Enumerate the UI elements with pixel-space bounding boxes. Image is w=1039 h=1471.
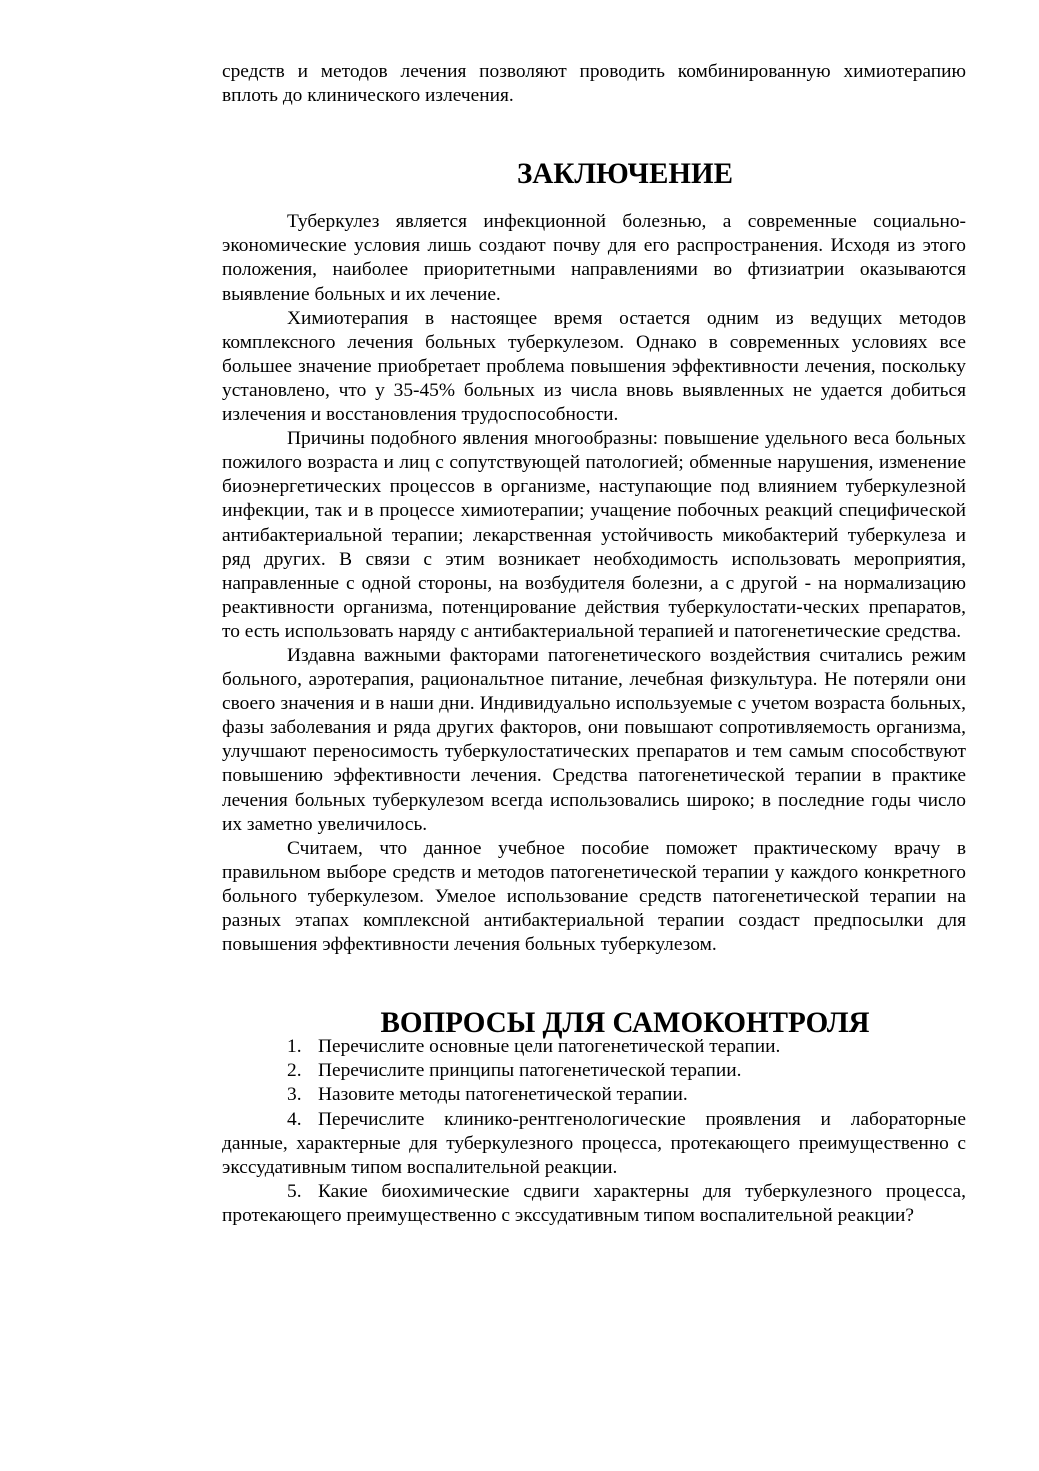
question-item: [222, 1108, 966, 1180]
question-number: 1.: [287, 1036, 302, 1058]
document-page: [222, 60, 966, 1228]
question-text: Назовите методы патогенетической терапии.: [318, 1084, 688, 1106]
question-number: 2.: [287, 1060, 302, 1082]
conclusion-paragraph: Химиотерапия в настоящее время остается одним из ведущих методов комплексного лечения больных туберкулезом. Однако в современных условиях все большее значение приобретает проблема повышения эффективности лечения, поскольку установлено, что у 35-45% больных из числа вновь выявленных не удается добиться излечения и восстановления трудоспособности.: [222, 307, 966, 426]
question-text: Какие биохимические сдвиги характерны для туберкулезного процесса, протекающего преимущественно с экссудативным типом воспалительной реакции?: [222, 1180, 966, 1226]
conclusion-title: ЗАКЛЮЧЕНИЕ: [516, 158, 734, 191]
intro-fragment: средств и методов лечения позволяют проводить комбинированную химиотерапию вплоть до клинического излечения.: [222, 61, 966, 107]
question-text: Перечислите клинико-рентгенологические проявления и лабораторные данные, характерные для туберкулезного процесса, протекающего преимущественно с экссудативным типом воспалительной реакции.: [222, 1108, 966, 1178]
conclusion-body: [222, 210, 966, 957]
question-number: 5.: [287, 1180, 302, 1202]
conclusion-paragraph: Туберкулез является инфекционной болезнью, а современные социально-экономические условия лишь создают почву для его распространения. Исходя из этого положения, наиболее приоритетными направлениями во фтизиатрии оказываются выявление больных и их лечение.: [222, 211, 966, 305]
question-item: [222, 1059, 966, 1083]
questions-title: ВОПРОСЫ ДЛЯ САМОКОНТРОЛЯ: [380, 1007, 870, 1040]
conclusion-paragraph: Считаем, что данное учебное пособие поможет практическому врачу в правильном выборе средств и методов патогенетической терапии у каждого конкретного больного туберкулезом. Умелое использование средств патогенетической терапии на разных этапах комплексной антибактериальной терапии создаст предпосылки для повышения эффективности лечения больных туберкулезом.: [222, 837, 966, 956]
conclusion-paragraph: Причины подобного явления многообразны: повышение удельного веса больных пожилого возраста и лиц с сопутствующей патологией; обменные нарушения, изменение биоэнергетических процессов в организме, наступающие под влиянием туберкулезной инфекции, так и в процессе химиотерапии; учащение побочных реакций специфической антибактериальной терапии; лекарственная устойчивость микобактерий туберкулеза и ряд других. В связи с этим возникает необходимость использовать мероприятия, направленные с одной стороны, на возбудителя болезни, а с другой - на нормализацию реактивности организма, потенцирование действия туберкулостати-ческих препаратов, то есть использовать наряду с антибактериальной терапией и патогенетические средства.: [222, 428, 966, 642]
question-item: [222, 1083, 966, 1107]
question-text: Перечислите принципы патогенетической терапии.: [318, 1060, 742, 1082]
question-number: 4.: [287, 1108, 302, 1130]
conclusion-paragraph: Издавна важными факторами патогенетического воздействия считались режим больного, аэротерапия, рациональтное питание, лечебная физкультура. Не потеряли они своего значения и в наши дни. Индивидуально используемые с учетом возраста больных, фазы заболевания и ряда других факторов, они повышают сопротивляемость организма, улучшают переносимость туберкулостатических препаратов и тем самым способствуют повышению эффективности лечения. Средства патогенетической терапии в практике лечения больных туберкулезом всегда использовались широко; в последние годы число их заметно увеличилось.: [222, 644, 966, 835]
question-number: 3.: [287, 1084, 302, 1106]
question-text: Перечислите основные цели патогенетической терапии.: [318, 1036, 781, 1058]
question-item: [222, 1180, 966, 1228]
questions-list: [222, 1035, 966, 1228]
